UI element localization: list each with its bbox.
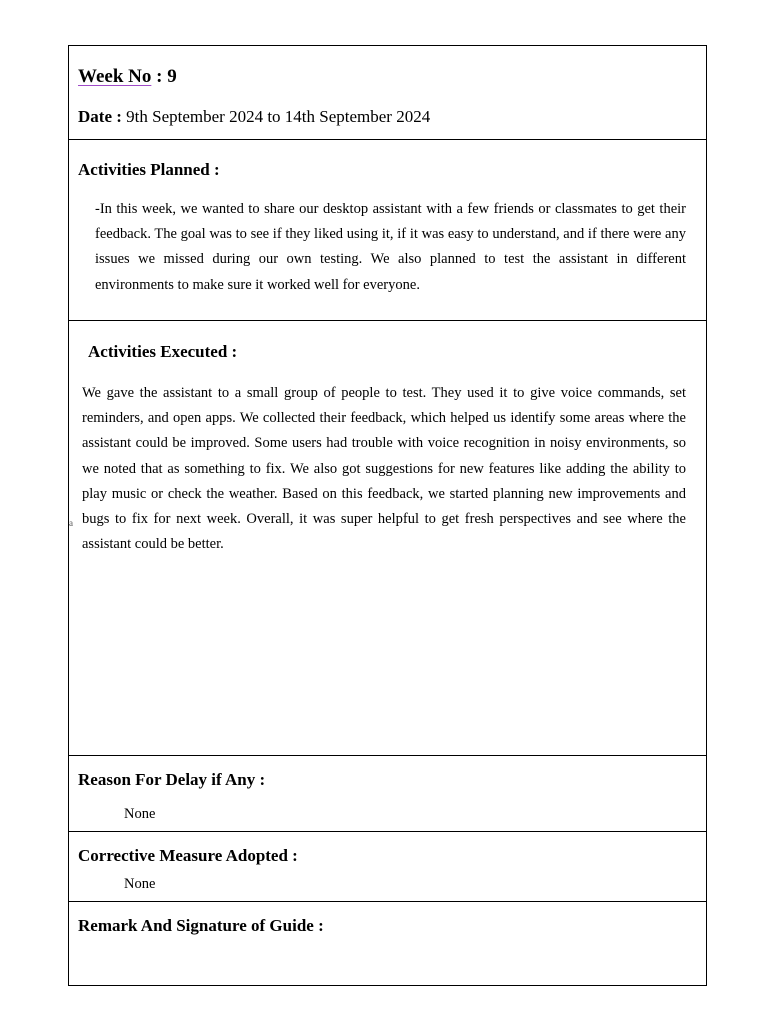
reason-for-delay-heading: Reason For Delay if Any : xyxy=(78,770,266,789)
header-section xyxy=(69,46,706,140)
weekly-report-form xyxy=(68,45,707,986)
activities-executed-section xyxy=(69,321,706,756)
date-line xyxy=(78,107,430,127)
date-value: 9th September 2024 to 14th September 2024 xyxy=(126,107,431,126)
remark-section xyxy=(69,902,706,986)
stray-mark: a xyxy=(69,518,73,528)
reason-for-delay-value: None xyxy=(124,806,156,822)
activities-planned-section xyxy=(69,140,706,321)
week-value: 9 xyxy=(167,66,177,87)
activities-executed-text: We gave the assistant to a small group of people to test. They used it to give voice commands, set reminders, and open apps. We collected their feedback, which helped us identify some areas where the assistant could be improved. Some users had trouble with voice recognition in noisy environments, so we noted that as something to fix. We also got suggestions for new features like adding the ability to play music or check the weather. Based on this feedback, we started planning new improvements and bugs to fix for next week. Overall, it was super helpful to get fresh perspectives and see where the assistant could be better. xyxy=(82,385,686,553)
corrective-measure-section xyxy=(69,832,706,902)
week-number-line xyxy=(78,66,177,88)
activities-planned-text: -In this week, we wanted to share our desktop assistant with a few friends or classmates to get their feedback. The goal was to see if they liked using it, if it was easy to understand, and if there were any issues we missed during our own testing. We also planned to test the assistant in different environments to make sure it worked well for everyone. xyxy=(95,201,686,293)
reason-for-delay-section xyxy=(69,756,706,832)
activities-executed-heading: Activities Executed : xyxy=(88,342,238,361)
date-label: Date : xyxy=(78,107,122,126)
corrective-measure-value: None xyxy=(124,876,156,892)
remark-heading: Remark And Signature of Guide : xyxy=(78,916,324,935)
week-separator: : xyxy=(151,66,168,87)
week-label: Week No xyxy=(78,66,152,87)
corrective-measure-heading: Corrective Measure Adopted : xyxy=(78,846,298,865)
activities-planned-heading: Activities Planned : xyxy=(78,160,220,179)
